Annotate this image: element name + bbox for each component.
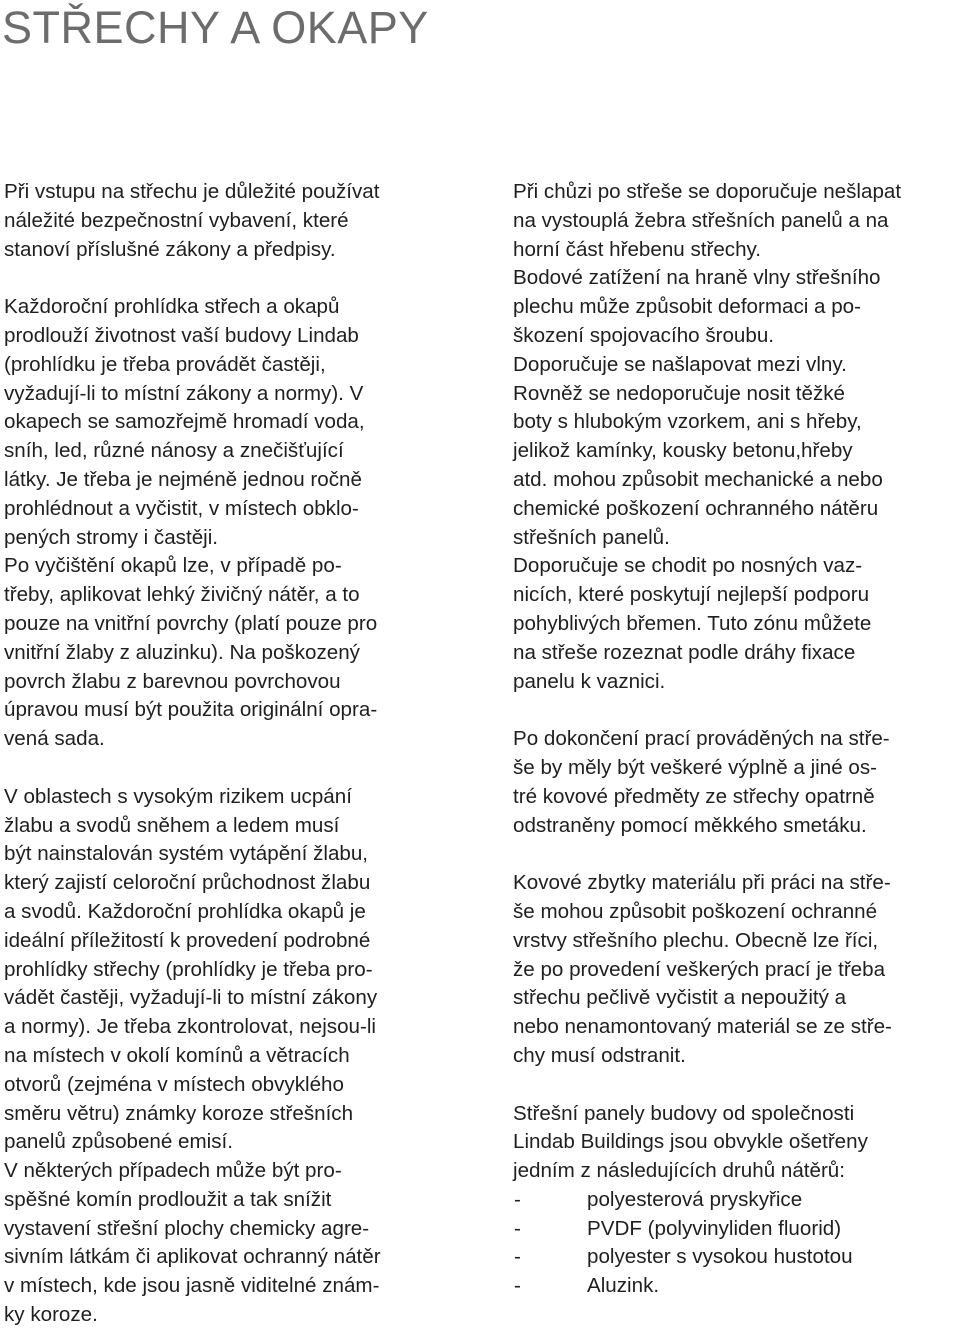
coatings-list	[513, 1186, 958, 1301]
right-column	[513, 178, 958, 1301]
text-line: še mohou způsobit poškození ochranné	[513, 899, 878, 923]
text-line: škození spojovacího šroubu.	[513, 323, 775, 347]
text-line: Lindab Buildings jsou obvykle ošetřeny	[513, 1130, 868, 1154]
text-line: pohyblivých břemen. Tuto zónu můžete	[513, 611, 872, 635]
text-line: Po dokončení prací prováděných na stře-	[513, 727, 890, 751]
text-line: prohlídky střechy (prohlídky je třeba pro-	[4, 957, 373, 981]
text-line: panelů způsobené emisí.	[4, 1130, 233, 1154]
text-line: Doporučuje se našlapovat mezi vlny.	[513, 352, 847, 376]
text-line: ideální příležitostí k provedení podrobné	[4, 928, 371, 952]
text-line: Bodové zatížení na hraně vlny střešního	[513, 266, 881, 290]
list-dash: -	[514, 1245, 521, 1269]
text-line: vrstvy střešního plechu. Obecně lze říci,	[513, 928, 879, 952]
text-line: vádět častěji, vyžadují-li to místní zákony	[4, 986, 378, 1010]
text-line: pouze na vnitřní povrchy (platí pouze pro	[4, 611, 378, 635]
paragraph-gap	[513, 840, 958, 869]
text-line: Každoroční prohlídka střech a okapů	[4, 295, 340, 319]
text-line: stanoví příslušné zákony a předpisy.	[4, 237, 336, 261]
coating-name: polyester s vysokou hustotou	[587, 1245, 853, 1269]
text-line: a normy). Je třeba zkontrolovat, nejsou-li	[4, 1015, 376, 1039]
text-line: Při chůzi po střeše se doporučuje nešlapat	[513, 180, 902, 203]
text-line: plechu může způsobit deformaci a po-	[513, 295, 861, 319]
text-line: atd. mohou způsobit mechanické a nebo	[513, 467, 883, 491]
text-line: sivním látkám či aplikovat ochranný nátěr	[4, 1245, 381, 1269]
text-line: Rovněž se nedoporučuje nosit těžké	[513, 381, 845, 405]
coating-list-item	[513, 1215, 958, 1244]
text-line: Kovové zbytky materiálu při práci na stře-	[513, 871, 891, 895]
text-line: vnitřní žlaby z aluzinku). Na poškozený	[4, 640, 360, 664]
text-line: látky. Je třeba je nejméně jednou ročně	[4, 467, 362, 491]
text-line: Při vstupu na střechu je důležité používat	[4, 180, 380, 203]
text-line: který zajistí celoroční průchodnost žlabu	[4, 871, 371, 895]
paragraph-gap	[513, 696, 958, 725]
coating-list-item	[513, 1243, 958, 1272]
text-line: prodlouží životnost vaší budovy Lindab	[4, 323, 359, 347]
coating-name: PVDF (polyvinyliden fluorid)	[587, 1216, 842, 1240]
text-line: pených stromy i častěji.	[4, 525, 219, 549]
text-line: sníh, led, různé nánosy a znečišťující	[4, 439, 344, 463]
text-line: V oblastech s vysokým rizikem ucpání	[4, 784, 352, 808]
coating-list-item	[513, 1272, 958, 1301]
text-line: V některých případech může být pro-	[4, 1159, 342, 1183]
text-line: úpravou musí být použita originální opra-	[4, 698, 378, 722]
text-line: chy musí odstranit.	[513, 1043, 686, 1067]
text-line: Po vyčištění okapů lze, v případě po-	[4, 554, 342, 578]
text-line: náležité bezpečnostní vybavení, které	[4, 208, 349, 232]
text-line: a svodů. Každoroční prohlídka okapů je	[4, 899, 366, 923]
text-line: že po provedení veškerých prací je třeba	[513, 957, 886, 981]
text-line: na střeše rozeznat podle dráhy fixace	[513, 640, 856, 664]
text-line: vystavení střešní plochy chemicky agre-	[4, 1216, 370, 1240]
text-line: panelu k vaznici.	[513, 669, 666, 693]
text-line: vená sada.	[4, 727, 105, 751]
list-dash: -	[514, 1216, 521, 1240]
text-line: v místech, kde jsou jasně viditelné znám-	[4, 1274, 380, 1298]
left-column	[4, 178, 454, 1330]
text-line: boty s hlubokým vzorkem, ani s hřeby,	[513, 410, 862, 434]
text-line: chemické poškození ochranného nátěru	[513, 496, 879, 520]
right-column-text	[513, 178, 958, 1186]
text-line: nebo nenamontovaný materiál se ze stře-	[513, 1015, 892, 1039]
text-line: okapech se samozřejmě hromadí voda,	[4, 410, 365, 434]
page-title: STŘECHY A OKAPY	[2, 2, 429, 53]
text-line: směru větru) známky koroze střešních	[4, 1101, 354, 1125]
text-line: na místech v okolí komínů a větracích	[4, 1043, 350, 1067]
text-line: (prohlídku je třeba provádět častěji,	[4, 352, 326, 376]
coating-list-item	[513, 1186, 958, 1215]
paragraph-gap	[513, 1071, 958, 1100]
text-line: otvorů (zejména v místech obvyklého	[4, 1072, 344, 1096]
text-line: žlabu a svodů sněhem a ledem musí	[4, 813, 340, 837]
text-line: být nainstalován systém vytápění žlabu,	[4, 842, 369, 866]
coating-name: Aluzink.	[587, 1274, 660, 1298]
text-line: tré kovové předměty ze střechy opatrně	[513, 784, 875, 808]
text-line: jedním z následujících druhů nátěrů:	[513, 1159, 845, 1183]
paragraph-gap	[4, 264, 454, 293]
text-line: jelikož kamínky, kousky betonu,hřeby	[513, 439, 853, 463]
list-dash: -	[514, 1187, 521, 1211]
text-line: třeby, aplikovat lehký živičný nátěr, a to	[4, 583, 360, 607]
text-line: odstraněny pomocí měkkého smetáku.	[513, 813, 867, 837]
text-line: střechu pečlivě vyčistit a nepoužitý a	[513, 986, 847, 1010]
text-line: še by měly být veškeré výplně a jiné os-	[513, 755, 877, 779]
text-line: horní část hřebenu střechy.	[513, 237, 762, 261]
text-line: na vystouplá žebra střešních panelů a na	[513, 208, 889, 232]
text-line: vyžadují-li to místní zákony a normy). V	[4, 381, 364, 405]
text-line: nicích, které poskytují nejlepší podporu	[513, 583, 870, 607]
list-dash: -	[514, 1274, 521, 1298]
text-line: ky koroze.	[4, 1303, 98, 1327]
text-line: povrch žlabu z barevnou povrchovou	[4, 669, 341, 693]
text-line: střešních panelů.	[513, 525, 670, 549]
text-line: Střešní panely budovy od společnosti	[513, 1101, 855, 1125]
paragraph-gap	[4, 754, 454, 783]
coating-name: polyesterová pryskyřice	[587, 1187, 803, 1211]
text-line: Doporučuje se chodit po nosných vaz-	[513, 554, 863, 578]
text-line: spěšné komín prodloužit a tak snížit	[4, 1187, 332, 1211]
text-line: prohlédnout a vyčistit, v místech obklo-	[4, 496, 359, 520]
